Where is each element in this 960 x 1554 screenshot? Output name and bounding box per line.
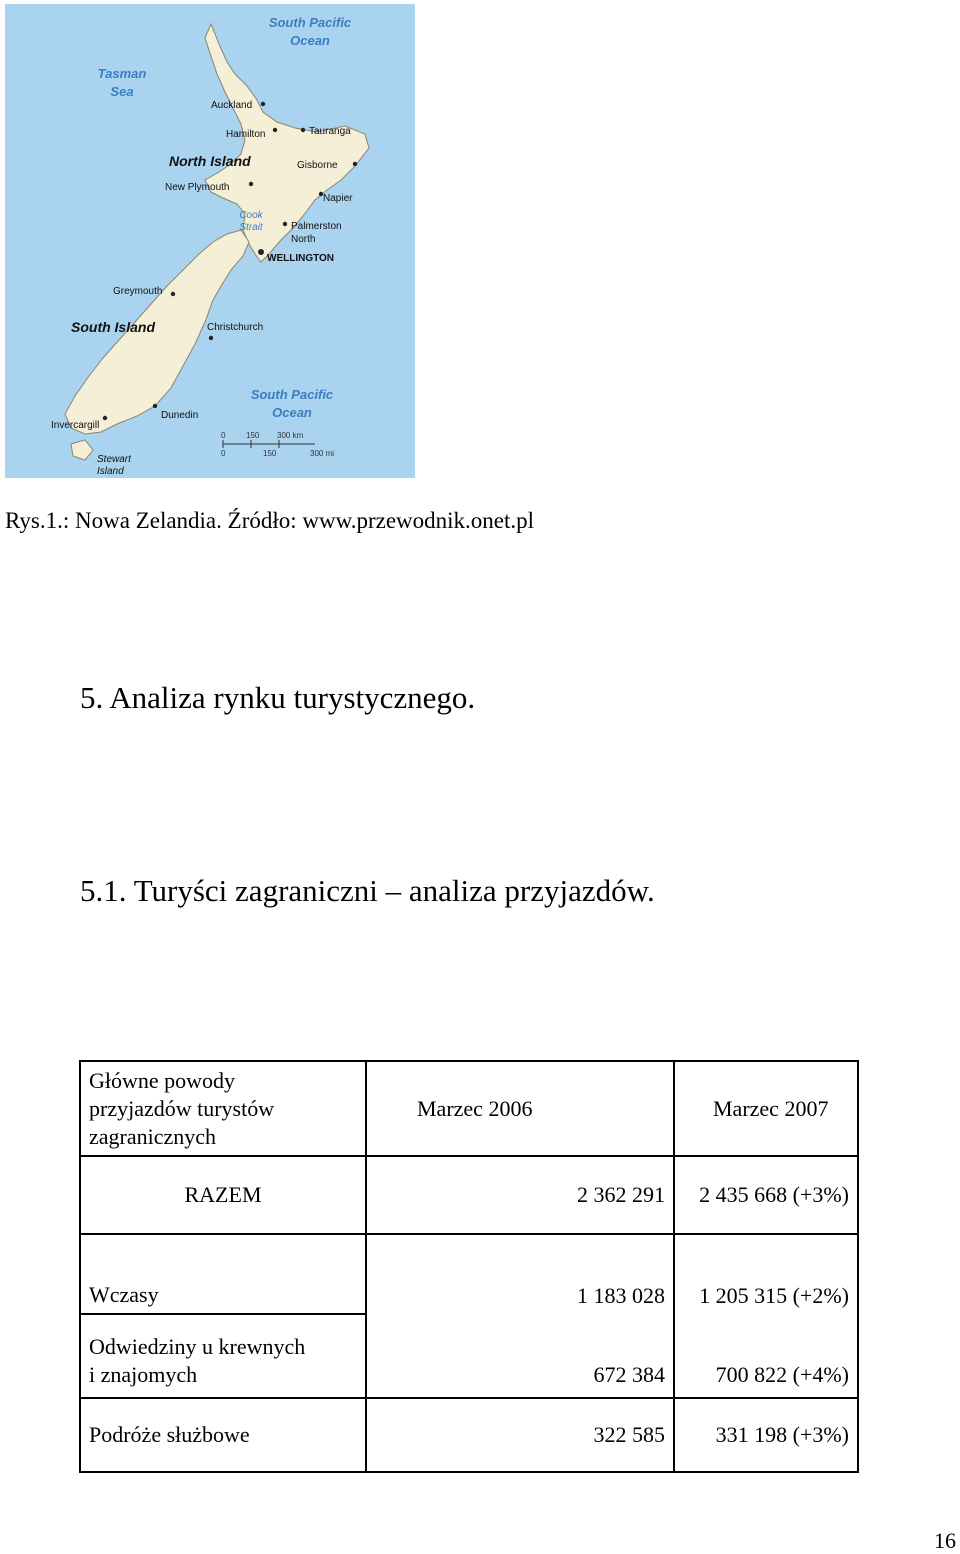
header-reasons-line1: Główne powody (89, 1067, 236, 1093)
table-row (80, 1156, 858, 1234)
label-wellington: WELLINGTON (267, 253, 335, 264)
header-march-2007: Marzec 2007 (674, 1061, 858, 1156)
label-south-island: South Island (71, 319, 155, 335)
palmerston-dot (283, 222, 287, 226)
label-sea: Sea (110, 84, 134, 99)
label-greymouth: Greymouth (113, 286, 163, 297)
label-cook: Cook (239, 210, 263, 221)
label-napier: Napier (323, 193, 353, 204)
gisborne-dot (353, 162, 357, 166)
new-zealand-map (5, 4, 415, 478)
row-label: Podróże służbowe (80, 1398, 366, 1472)
label-new-plymouth: New Plymouth (165, 182, 230, 193)
label-stewart: Stewart (97, 454, 131, 465)
greymouth-dot (171, 292, 175, 296)
label-invercargill: Invercargill (51, 420, 100, 431)
label-tasman: Tasman (97, 66, 147, 81)
label-palmerston: Palmerston (291, 221, 342, 232)
tauranga-dot (301, 128, 305, 132)
page-number: 16 (934, 1528, 956, 1553)
label-island: Island (97, 466, 124, 477)
scale-mi-0: 0 (221, 449, 226, 458)
label-south-pacific-1: South Pacific (268, 15, 352, 30)
label-christchurch: Christchurch (207, 322, 264, 333)
row-value-2007: 2 435 668 (+3%) (674, 1156, 858, 1234)
label-auckland: Auckland (211, 100, 253, 111)
header-march-2006: Marzec 2006 (366, 1061, 674, 1156)
table-row (80, 1234, 858, 1314)
label-north-island: North Island (169, 153, 251, 169)
scale-km-150: 150 (246, 431, 260, 440)
table-row (80, 1314, 858, 1398)
row-label: RAZEM (80, 1156, 366, 1234)
scale-km-0: 0 (221, 431, 226, 440)
label-dunedin: Dunedin (161, 410, 199, 421)
hamilton-dot (273, 128, 277, 132)
row-label-line2: i znajomych (89, 1362, 198, 1387)
christchurch-dot (209, 336, 213, 340)
label-strait: Strait (239, 222, 263, 233)
header-reasons-line2: przyjazdów turystów (89, 1095, 275, 1121)
label-tauranga: Tauranga (309, 126, 351, 137)
sea-area (5, 4, 415, 478)
subsection-heading: 5.1. Turyści zagraniczni – analiza przyjazdów. (80, 873, 655, 908)
row-label: Wczasy (80, 1234, 366, 1314)
new-plymouth-dot (249, 182, 253, 186)
label-hamilton: Hamilton (226, 129, 266, 140)
table-row (80, 1398, 858, 1472)
table-header-row (80, 1061, 858, 1156)
row-value-2007: 1 205 315 (+2%) (674, 1234, 858, 1314)
row-label (80, 1314, 366, 1398)
section-heading: 5. Analiza rynku turystycznego. (80, 680, 476, 715)
auckland-dot (261, 102, 265, 106)
row-label-line1: Odwiedziny u krewnych (89, 1334, 306, 1359)
row-value-2006: 2 362 291 (366, 1156, 674, 1234)
row-value-2007: 700 822 (+4%) (674, 1314, 858, 1398)
figure-caption: Rys.1.: Nowa Zelandia. Źródło: www.przewodnik.onet.pl (5, 508, 535, 533)
scale-mi-300: 300 mi (310, 449, 335, 458)
arrivals-table (79, 1060, 859, 1473)
header-reasons-line3: zagranicznych (89, 1123, 217, 1149)
dunedin-dot (153, 404, 157, 408)
label-ocean-2: Ocean (272, 405, 312, 420)
row-value-2006: 322 585 (366, 1398, 674, 1472)
wellington-dot (258, 249, 264, 255)
map-svg (5, 4, 415, 478)
row-value-2006: 1 183 028 (366, 1234, 674, 1314)
header-reasons (80, 1061, 366, 1156)
label-south-pacific-2: South Pacific (250, 387, 334, 402)
scale-km-300: 300 km (277, 431, 304, 440)
invercargill-dot (103, 416, 107, 420)
label-gisborne: Gisborne (297, 160, 338, 171)
row-value-2007: 331 198 (+3%) (674, 1398, 858, 1472)
row-value-2006: 672 384 (366, 1314, 674, 1398)
scale-mi-150: 150 (263, 449, 277, 458)
label-north: North (291, 234, 316, 245)
label-ocean-1: Ocean (290, 33, 330, 48)
